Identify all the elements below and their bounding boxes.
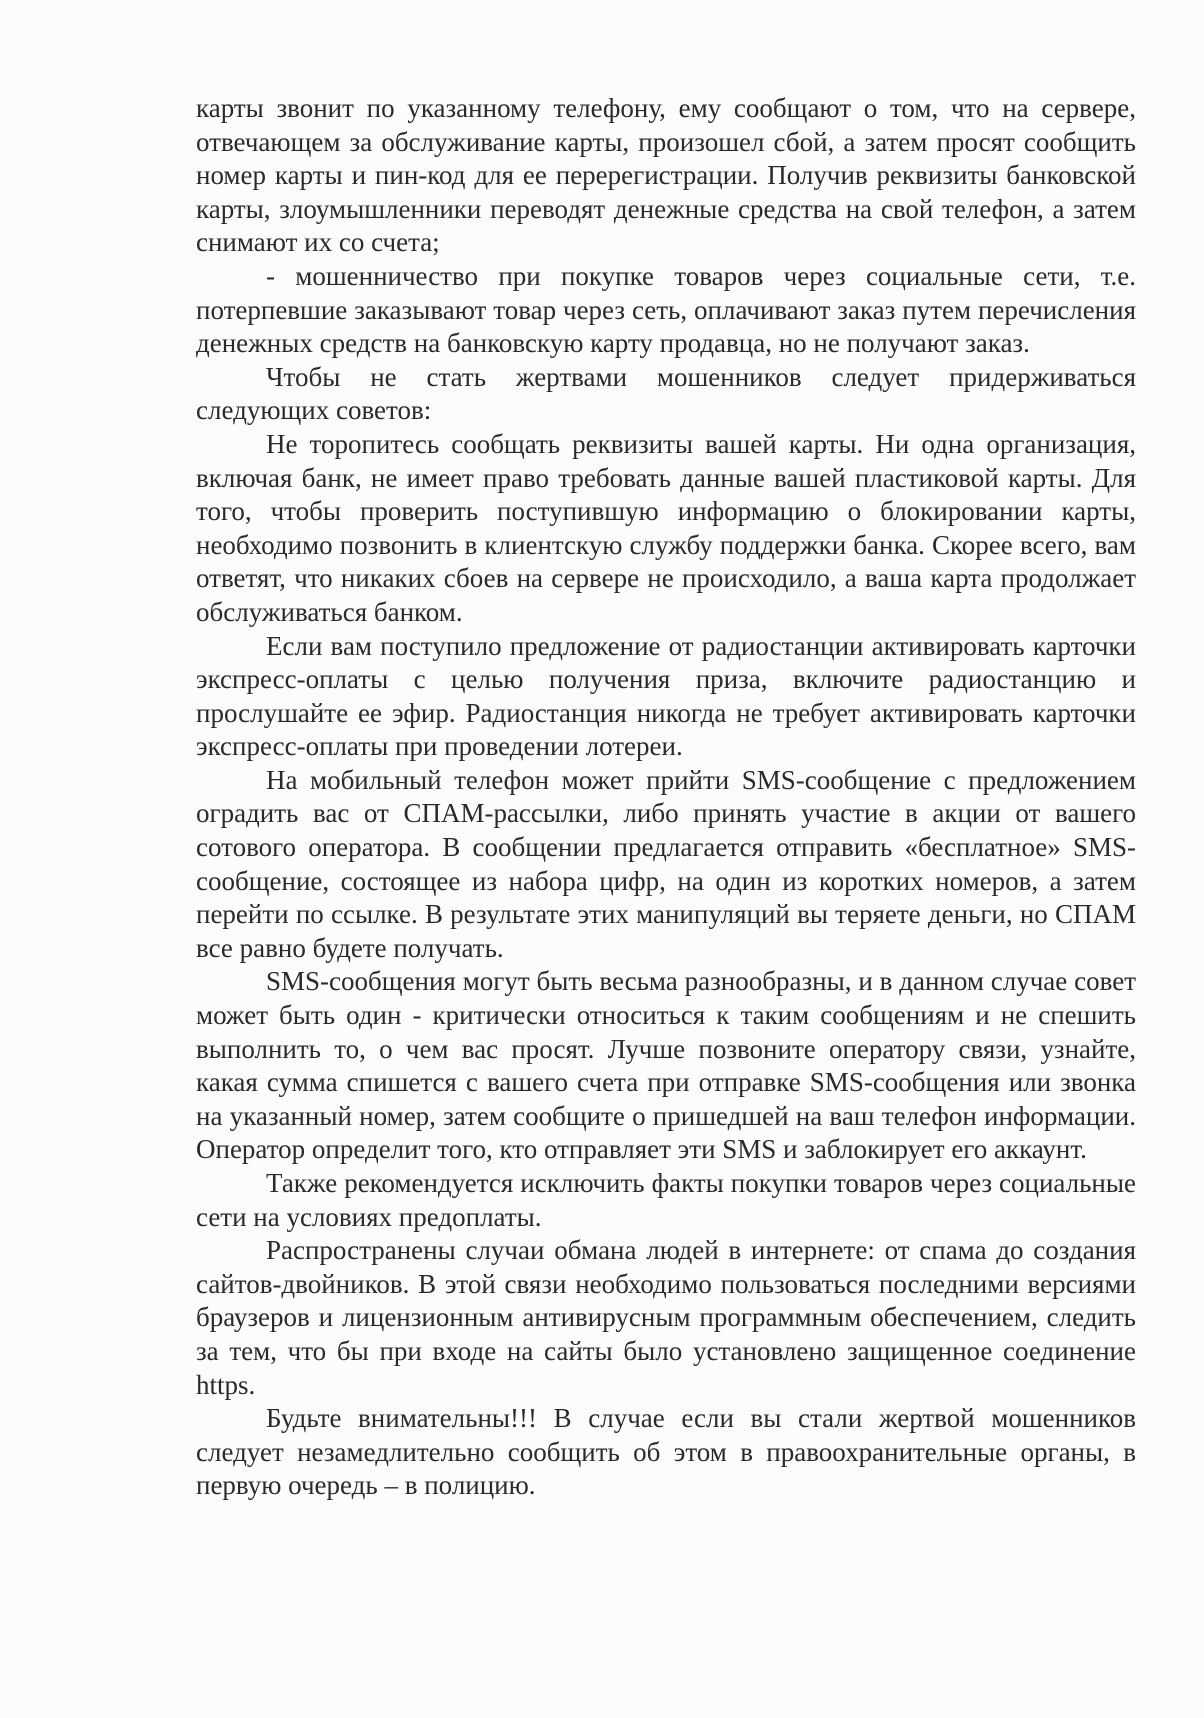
document-body <box>196 92 1136 1503</box>
paragraph-social-network-fraud: - мошенничество при покупке товаров через социальные сети, т.е. потерпевшие заказывают товар через сеть, оплачивают заказ путем перечисления денежных средств на банковскую карту продавца, но не получают заказ. <box>196 260 1136 359</box>
paragraph-radio-station-advice: Если вам поступило предложение от радиостанции активировать карточки экспресс-оплаты с целью получения приза, включите радиостанцию и прослушайте ее эфир. Радиостанция никогда не требует активировать карточки экспресс-оплаты при проведении лотереи. <box>196 630 1136 762</box>
paragraph-advice-intro: Чтобы не стать жертвами мошенников следует придерживаться следующих советов: <box>196 361 1136 426</box>
paragraph-internet-fraud-advice: Распространены случаи обмана людей в интернете: от спама до создания сайтов-двойников. В этой связи необходимо пользоваться последними версиями браузеров и лицензионным антивирусным программным обеспечением, следить за тем, что бы при входе на сайты было установлено защищенное соединение https. <box>196 1235 1136 1400</box>
paragraph-sms-spam-advice: На мобильный телефон может прийти SMS-сообщение с предложением оградить вас от СПАМ-рассылки, либо принять участие в акции от вашего сотового оператора. В сообщении предлагается отправить «бесплатное» SMS-сообщение, состоящее из набора цифр, на один из коротких номеров, а затем перейти по ссылке. В результате этих манипуляций вы теряете деньги, но СПАМ все равно будете получать. <box>196 764 1136 963</box>
paragraph-sms-variety-advice: SMS-сообщения могут быть весьма разнообразны, и в данном случае совет может быть один - критически относиться к таким сообщениям и не спешить выполнить то, о чем вас просят. Лучше позвоните оператору связи, узнайте, какая сумма спишется с вашего счета при отправке SMS-сообщения или звонка на указанный номер, затем сообщите о пришедшей на ваш телефон информации. Оператор определит того, кто отправляет эти SMS и заблокирует его аккаунт. <box>196 966 1136 1165</box>
paragraph-prepayment-advice: Также рекомендуется исключить факты покупки товаров через социальные сети на условиях предоплаты. <box>196 1168 1136 1232</box>
paragraph-closing-warning: Будьте внимательны!!! В случае если вы стали жертвой мошенников следует незамедлительно сообщить об этом в правоохранительные органы, в первую очередь – в полицию. <box>196 1403 1136 1501</box>
paragraph-card-details-advice: Не торопитесь сообщать реквизиты вашей карты. Ни одна организация, включая банк, не имеет право требовать данные вашей пластиковой карты. Для того, чтобы проверить поступившую информацию о блокировании карты, необходимо позвонить в клиентскую службу поддержки банка. Скорее всего, вам ответят, что никаких сбоев на сервере не происходило, а ваша карта продолжает обслуживаться банком. <box>196 428 1136 627</box>
paragraph-card-phone-scam: карты звонит по указанному телефону, ему сообщают о том, что на сервере, отвечающем за обслуживание карты, произошел сбой, а затем просят сообщить номер карты и пин-код для ее перерегистрации. Получив реквизиты банковской карты, злоумышленники переводят денежные средства на свой телефон, а затем снимают их со счета; <box>196 93 1136 258</box>
